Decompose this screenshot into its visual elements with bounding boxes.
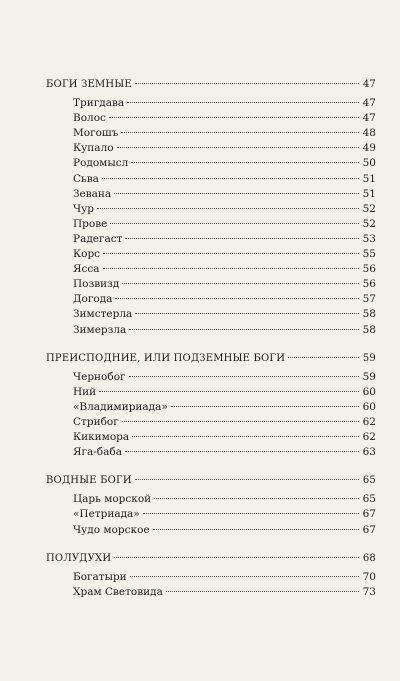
toc-entry [46,232,376,247]
dot-leader [131,162,359,163]
toc-entry [46,445,376,460]
toc-entry [46,126,376,141]
entry-title: Тригдава [73,97,125,110]
section-title: ПОЛУДУХИ [46,552,112,564]
entry-title: Богатыри [73,570,127,583]
dot-leader [103,253,359,254]
entry-page-number: 59 [362,370,376,383]
entry-title: Зимстерла [73,308,133,321]
dot-leader [97,208,359,209]
toc-section-heading [46,551,376,566]
entry-page-number: 63 [362,446,376,459]
toc-section-heading [46,473,376,488]
entry-page-number: 51 [362,172,376,185]
entry-title: Стрибог [73,415,119,428]
entry-page-number: 60 [362,385,376,398]
section-title: ВОДНЫЕ БОГИ [46,475,132,487]
entry-page-number: 62 [362,415,376,428]
toc-entry [46,523,376,538]
toc-entry [46,292,376,307]
section-page-number: 59 [362,352,376,364]
entry-title: Сьва [73,172,99,185]
toc-entry [46,156,376,171]
entry-page-number: 73 [362,585,376,598]
table-of-contents [46,77,376,600]
dot-leader [171,406,359,407]
toc-entry [46,370,376,385]
toc-entry [46,585,376,600]
dot-leader [103,268,359,269]
entry-page-number: 67 [362,508,376,521]
entry-title: Царь морской [73,493,152,506]
toc-entry [46,96,376,111]
toc-section [46,351,376,461]
toc-entry [46,277,376,292]
entry-page-number: 52 [362,202,376,215]
entry-page-number: 49 [362,142,376,155]
dot-leader [129,376,359,377]
entry-title: Храм Световида [73,585,163,598]
entry-page-number: 58 [362,308,376,321]
dot-leader [99,391,359,392]
section-page-number: 47 [362,79,376,90]
entry-title: Позвизд [73,278,120,291]
entry-title: Чернобог [73,370,126,383]
entry-page-number: 47 [362,97,376,110]
dot-leader [109,117,359,118]
toc-entry [46,430,376,445]
entry-title: Яга-баба [73,446,122,459]
toc-entry [46,111,376,126]
toc-entry [46,492,376,507]
entry-title: Прове [73,217,108,230]
toc-entry [46,247,376,262]
entry-page-number: 51 [362,187,376,200]
entry-page-number: 50 [362,157,376,170]
entry-title: Чудо морское [73,523,150,536]
dot-leader [132,436,359,437]
dot-leader [125,238,359,239]
dot-leader [288,357,359,358]
toc-entry [46,323,376,338]
toc-entry [46,307,376,322]
entry-title: Кикимора [73,431,130,444]
toc-entry [46,415,376,430]
dot-leader [143,513,359,514]
section-page-number: 68 [362,552,376,564]
entry-title: Зимерзла [73,323,127,336]
dot-leader [102,178,359,179]
entry-page-number: 58 [362,323,376,336]
entry-page-number: 70 [362,570,376,583]
entry-page-number: 67 [362,523,376,536]
dot-leader [135,479,359,480]
entry-title: Родомысл [73,157,129,170]
dot-leader [117,147,359,148]
dot-leader [115,298,359,299]
toc-section [46,551,376,600]
toc-section [46,77,376,338]
entry-title: Корс [73,248,101,261]
toc-entry [46,202,376,217]
dot-leader [127,102,359,103]
toc-entry [46,187,376,202]
toc-entry [46,172,376,187]
entry-title: Чур [73,202,95,215]
section-page-number: 65 [362,475,376,487]
entry-page-number: 62 [362,431,376,444]
entry-title: «Петриада» [73,508,140,521]
toc-entry [46,141,376,156]
entry-title: Радегаст [73,232,123,245]
dot-leader [125,451,359,452]
dot-leader [135,83,359,84]
entry-title: Волос [73,112,106,125]
entry-title: Ний [73,385,97,398]
entry-title: Купало [73,142,114,155]
dot-leader [122,283,359,284]
entry-title: Зевана [73,187,112,200]
entry-page-number: 48 [362,127,376,140]
toc-entry [46,570,376,585]
dot-leader [110,223,359,224]
toc-entry [46,217,376,232]
entry-page-number: 56 [362,278,376,291]
section-title: ПРЕИСПОДНИЕ, ИЛИ ПОДЗЕМНЫЕ БОГИ [46,352,286,364]
entry-title: «Владимириада» [73,400,168,413]
entry-page-number: 56 [362,263,376,276]
dot-leader [166,591,359,592]
entry-title: Догода [73,293,113,306]
dot-leader [153,529,359,530]
dot-leader [122,421,359,422]
dot-leader [114,557,359,558]
dot-leader [135,313,359,314]
dot-leader [114,193,359,194]
entry-page-number: 57 [362,293,376,306]
section-title: БОГИ ЗЕМНЫЕ [46,79,132,90]
entry-title: Могошъ [73,127,119,140]
entry-page-number: 47 [362,112,376,125]
entry-page-number: 60 [362,400,376,413]
toc-entry [46,400,376,415]
dot-leader [121,132,359,133]
dot-leader [154,498,359,499]
entry-page-number: 53 [362,232,376,245]
entry-page-number: 55 [362,248,376,261]
toc-entry [46,385,376,400]
entry-title: Ясса [73,263,100,276]
toc-entry [46,507,376,522]
entry-page-number: 65 [362,493,376,506]
dot-leader [129,329,359,330]
toc-section-heading [46,77,376,92]
entry-page-number: 52 [362,217,376,230]
toc-section-heading [46,351,376,366]
toc-entry [46,262,376,277]
dot-leader [130,576,359,577]
toc-section [46,473,376,537]
